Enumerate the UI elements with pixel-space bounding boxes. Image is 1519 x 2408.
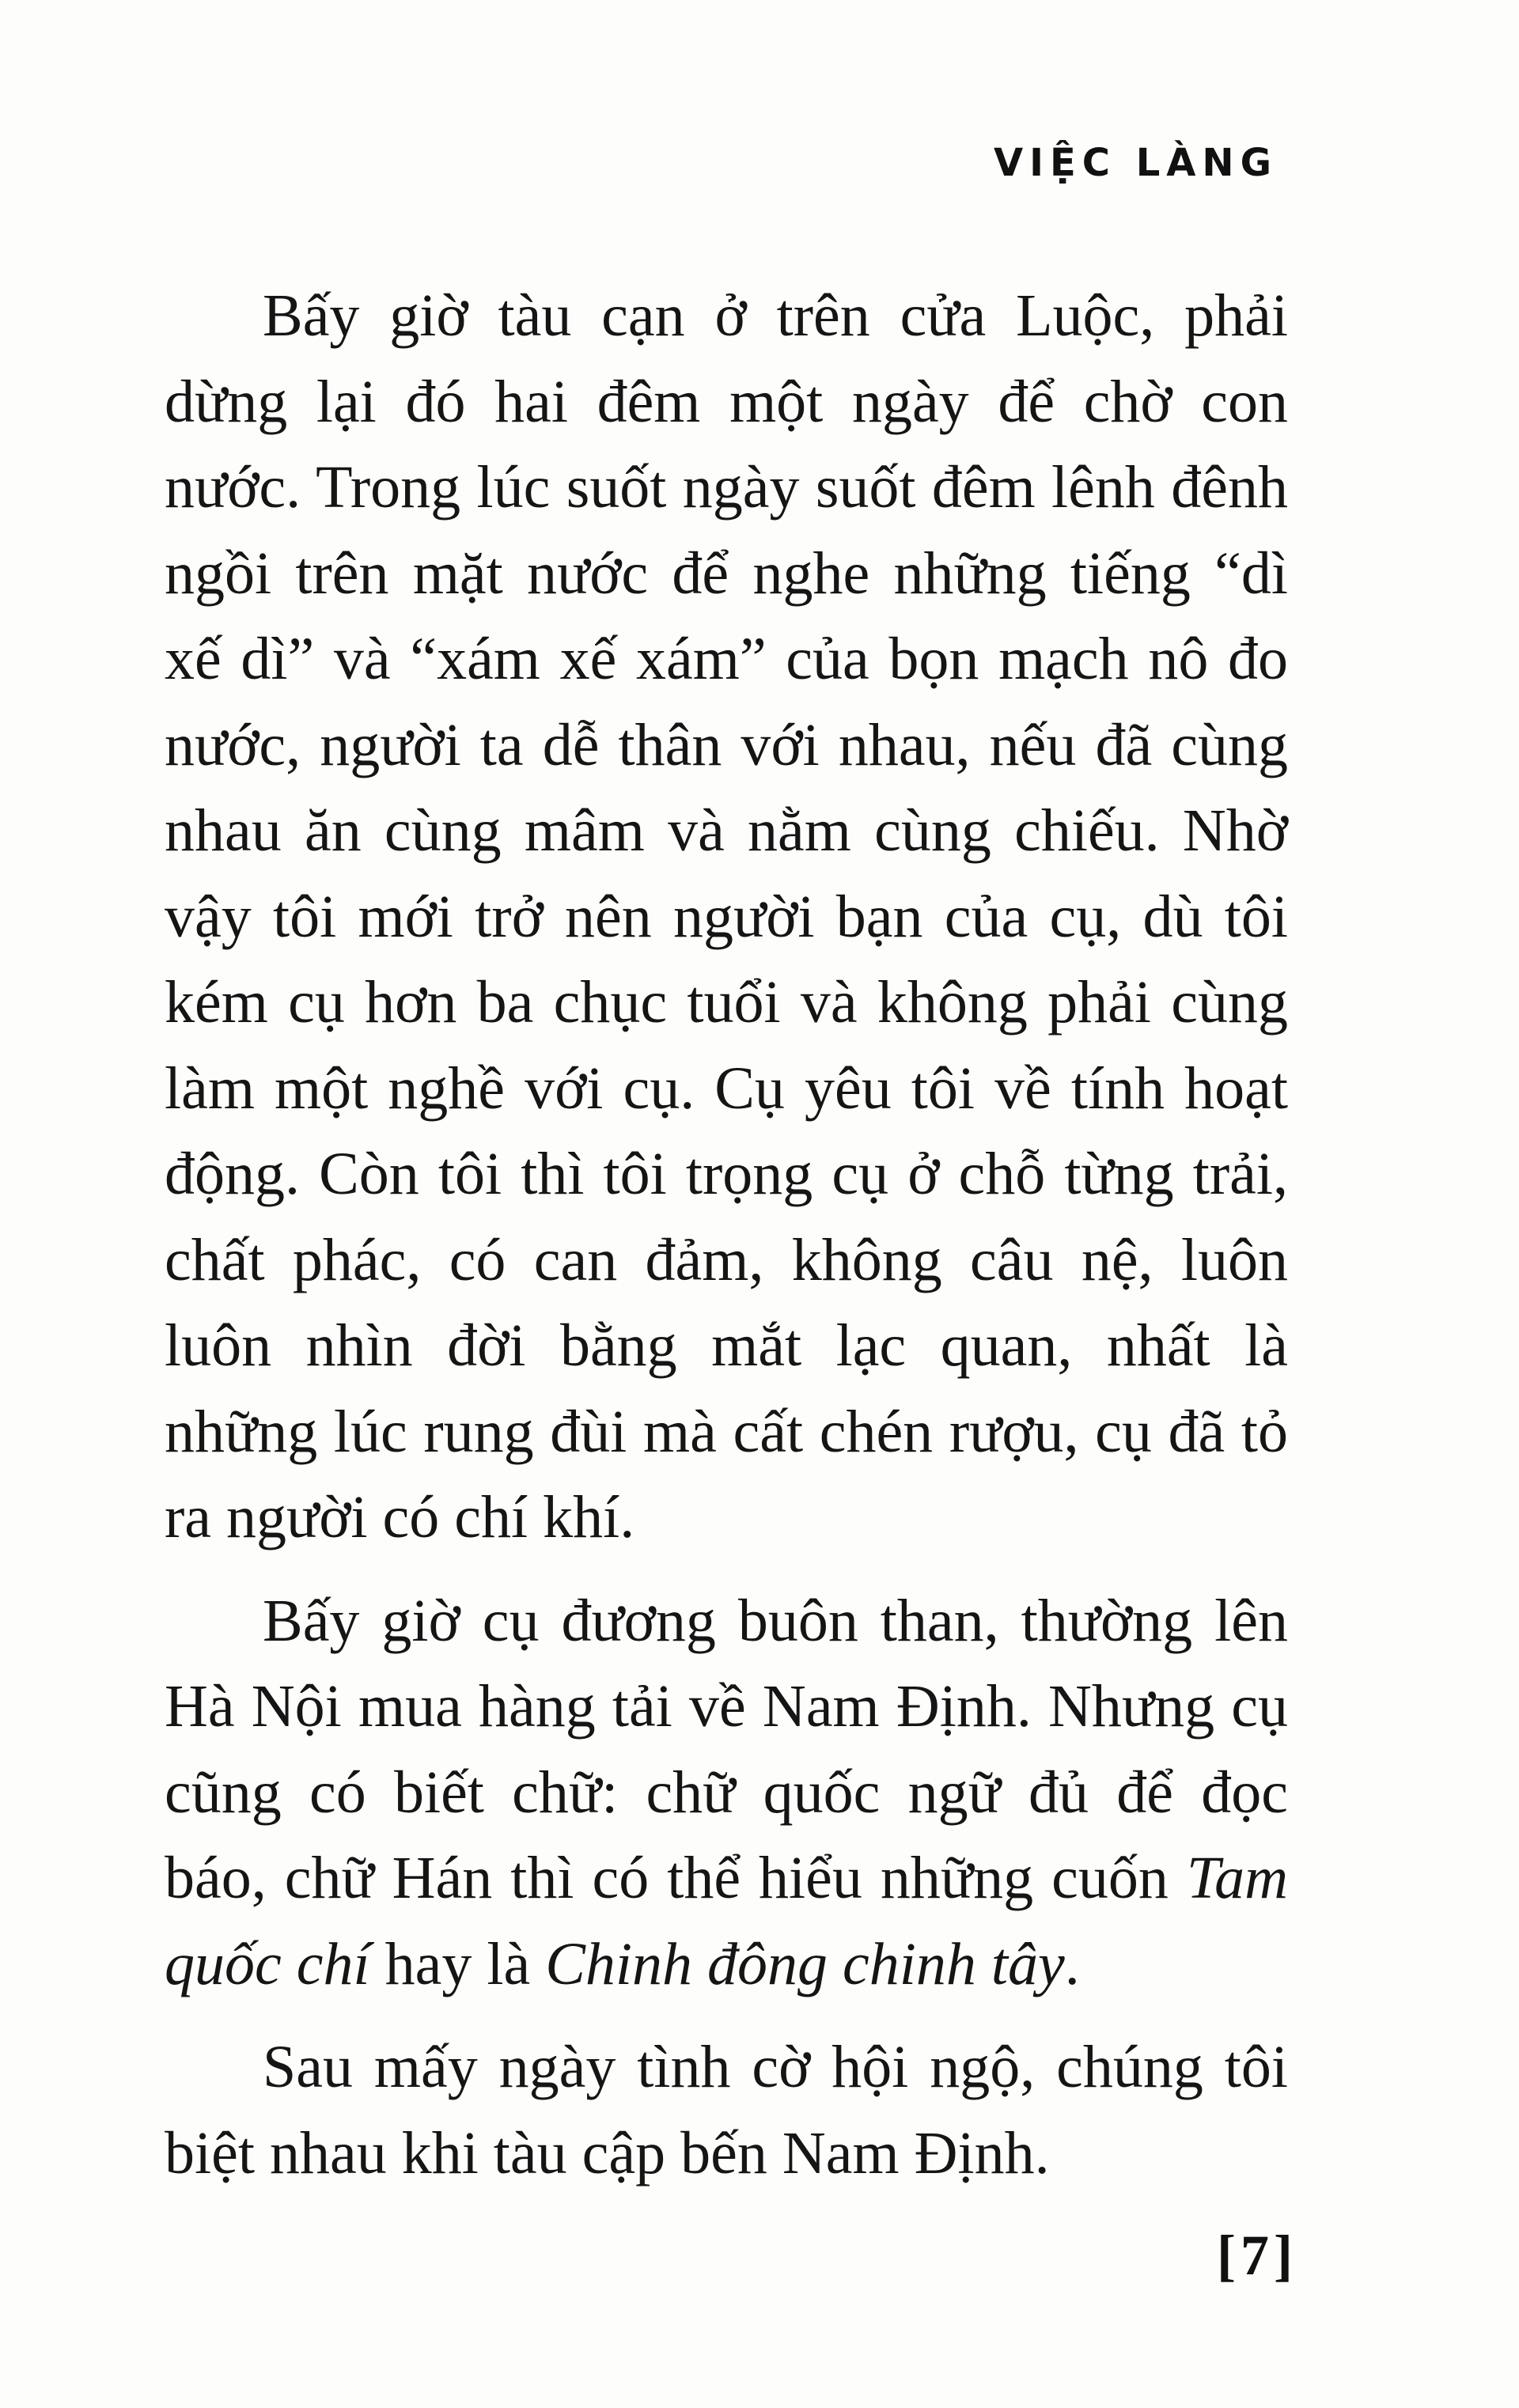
page-number: [7] xyxy=(1217,2224,1297,2287)
paragraph-3: Sau mấy ngày tình cờ hội ngộ, chúng tôi biệt nhau khi tàu cập bến Nam Định. xyxy=(165,2034,1288,2187)
running-header: VIỆC LÀNG xyxy=(993,141,1278,185)
paragraph-2-text-after: . xyxy=(1064,1930,1080,1997)
book-title-tam-quoc-chi: Tam quốc chí xyxy=(165,1845,1288,1997)
paragraph-1: Bấy giờ tàu cạn ở trên cửa Luộc, phải dừng lại đó hai đêm một ngày để chờ con nước. Trong lúc suốt ngày suốt đêm lênh đênh ngồi trên mặt nước để nghe những tiếng “dì xế dì” và “xám xế xám” của bọn mạch nô đo nước, người ta dễ thân với nhau, nếu đã cùng nhau ăn cùng mâm và nằm cùng chiếu. Nhờ vậy tôi mới trở nên người bạn của cụ, dù tôi kém cụ hơn ba chục tuổi và không phải cùng làm một nghề với cụ. Cụ yêu tôi về tính hoạt động. Còn tôi thì tôi trọng cụ ở chỗ từng trải, chất phác, có can đảm, không câu nệ, luôn luôn nhìn đời bằng mắt lạc quan, nhất là những lúc rung đùi mà cất chén rượu, cụ đã tỏ ra người có chí khí. xyxy=(165,282,1288,1550)
paragraph-2-text-middle: hay là xyxy=(369,1930,546,1997)
body-text xyxy=(165,273,1288,2196)
paragraph-2 xyxy=(165,1578,1288,2008)
book-title-chinh-dong-chinh-tay: Chinh đông chinh tây xyxy=(545,1930,1065,1997)
paragraph-2-text-before: Bấy giờ cụ đương buôn than, thường lên Hà Nội mua hàng tải về Nam Định. Nhưng cụ cũng có biết chữ: chữ quốc ngữ đủ để đọc báo, chữ Hán thì có thể hiểu những cuốn xyxy=(165,1587,1288,1911)
